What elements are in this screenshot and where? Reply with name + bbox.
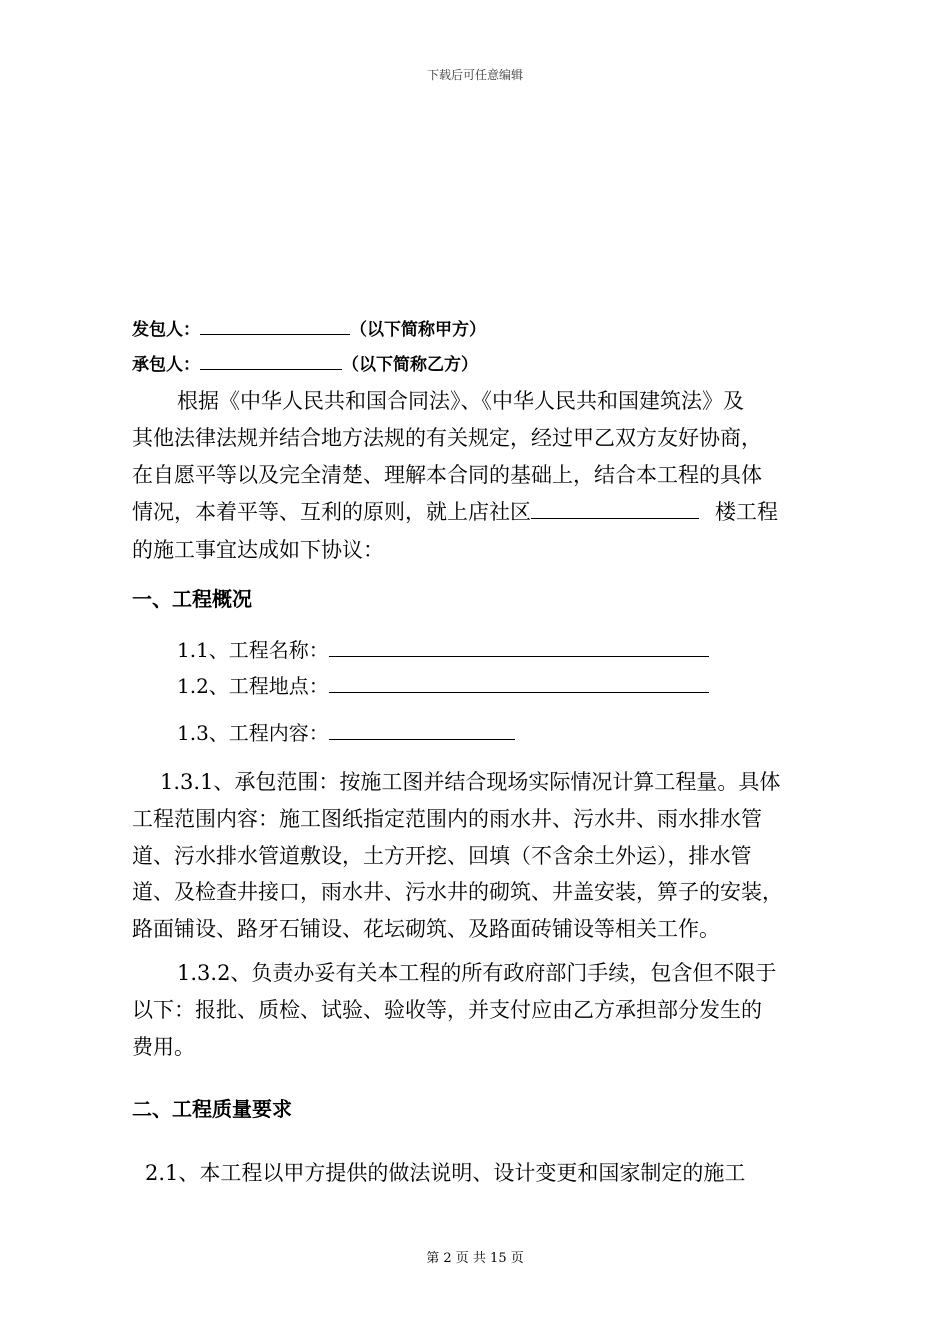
employer-line bbox=[132, 315, 486, 340]
p132-line-2: 以下：报批、质检、试验、验收等，并支付应由乙方承担部分发生的 bbox=[132, 998, 762, 1022]
page-header: 下载后可任意编辑 bbox=[426, 68, 523, 82]
p131-line-1: 1.3.1、承包范围：按施工图并结合现场实际情况计算工程量。具体 bbox=[160, 770, 781, 794]
item-1-3-label: 1.3、工程内容： bbox=[177, 721, 329, 745]
p131-line-2: 工程范围内容：施工图纸指定范围内的雨水井、污水井、雨水排水管 bbox=[132, 807, 762, 831]
contractor-blank[interactable] bbox=[200, 369, 342, 370]
intro-line-5: 的施工事宜达成如下协议： bbox=[132, 538, 384, 562]
item-1-3 bbox=[177, 717, 515, 746]
community-blank[interactable] bbox=[531, 518, 699, 519]
contractor-line bbox=[132, 350, 478, 375]
item-1-2 bbox=[177, 670, 709, 699]
employer-label: 发包人： bbox=[132, 320, 200, 340]
p131-line-4: 道、及检查井接口，雨水井、污水井的砌筑、井盖安装，箅子的安装， bbox=[132, 880, 783, 904]
item-1-2-label: 1.2、工程地点： bbox=[177, 674, 329, 698]
intro-line-4-end: 楼工程 bbox=[715, 500, 778, 524]
section-1-title: 一、工程概况 bbox=[132, 587, 252, 611]
item-1-1-label: 1.1、工程名称： bbox=[177, 638, 329, 662]
section-2-title: 二、工程质量要求 bbox=[132, 1097, 292, 1121]
project-name-blank[interactable] bbox=[329, 656, 709, 657]
p132-line-1: 1.3.2、负责办妥有关本工程的所有政府部门手续，包含但不限于 bbox=[177, 961, 777, 985]
intro-line-2: 其他法律法规并结合地方法规的有关规定，经过甲乙双方友好协商， bbox=[132, 426, 762, 450]
p131-line-3: 道、污水排水管道敷设，土方开挖、回填（不含余土外运），排水管 bbox=[132, 844, 752, 868]
item-1-1 bbox=[177, 634, 709, 663]
page-footer: 第 2 页 共 15 页 bbox=[426, 1251, 524, 1266]
p131-line-5: 路面铺设、路牙石铺设、花坛砌筑、及路面砖铺设等相关工作。 bbox=[132, 917, 720, 941]
intro-line-1: 根据《中华人民共和国合同法》、《中华人民共和国建筑法》及 bbox=[177, 389, 744, 413]
intro-line-4-start: 情况，本着平等、互利的原则，就上店社区 bbox=[132, 500, 531, 524]
contractor-label: 承包人： bbox=[132, 355, 200, 375]
employer-note: （以下简称甲方） bbox=[350, 320, 486, 340]
p132-line-3: 费用。 bbox=[132, 1035, 195, 1059]
p21-line-1: 2.1、本工程以甲方提供的做法说明、设计变更和国家制定的施工 bbox=[145, 1161, 746, 1185]
intro-line-3: 在自愿平等以及完全清楚、理解本合同的基础上，结合本工程的具体 bbox=[132, 463, 762, 487]
project-location-blank[interactable] bbox=[329, 692, 709, 693]
intro-line-4 bbox=[132, 496, 778, 526]
project-content-blank[interactable] bbox=[329, 739, 515, 740]
contractor-note: （以下简称乙方） bbox=[342, 355, 478, 375]
employer-blank[interactable] bbox=[200, 334, 350, 335]
